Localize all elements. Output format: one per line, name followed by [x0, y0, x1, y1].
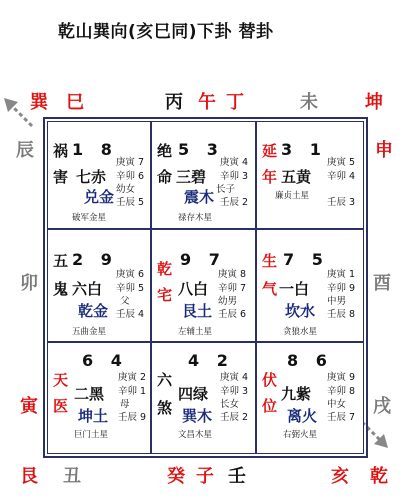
palace-line: 长子: [216, 184, 236, 195]
palace-cell-9: [256, 342, 364, 454]
palace-cell-4: [47, 229, 151, 342]
palace-star: 一白: [279, 280, 310, 298]
palace-side1: 天: [53, 371, 69, 389]
palace-footer: 左辅土星: [178, 327, 213, 337]
palace-line: 壬辰 4: [116, 309, 145, 320]
palace-line: 壬辰 7: [327, 412, 356, 423]
dir-zi: 子: [196, 466, 214, 487]
palace-line: 中男: [327, 296, 347, 307]
dir-wei: 未: [300, 92, 318, 113]
palace-side2: 煞: [157, 399, 173, 417]
dir-mao: 卯: [20, 273, 38, 294]
palace-numbers: 1 8: [72, 140, 118, 159]
palace-side1: 生: [262, 252, 278, 270]
palace-line: 壬辰 8: [327, 309, 356, 320]
palace-star: 三碧: [176, 168, 207, 186]
palace-line: 庚寅 2: [118, 372, 147, 383]
palace-element: 离火: [287, 407, 318, 425]
dir-chou: 丑: [63, 466, 81, 487]
palace-side1: 六: [157, 371, 173, 389]
palace-side2: 气: [262, 280, 278, 298]
palace-line: 壬辰 6: [218, 309, 247, 320]
palace-side1: 祸: [53, 142, 69, 160]
palace-footer: 禄存木星: [178, 213, 213, 223]
dir-ren: 壬: [228, 466, 246, 487]
palace-line: 辛卯 5: [116, 283, 145, 294]
palace-element: 兑金: [84, 188, 115, 206]
palace-numbers: 4 2: [188, 351, 234, 370]
palace-line: 母: [120, 399, 130, 410]
palace-side2: 命: [157, 168, 173, 186]
palace-side2: 鬼: [53, 280, 69, 298]
palace-star: 二黑: [74, 385, 105, 403]
palace-star: 八白: [178, 280, 209, 298]
palace-line: 父: [120, 296, 130, 307]
palace-line: 庚寅 7: [116, 157, 145, 168]
palace-star: 九紫: [281, 385, 312, 403]
dir-kun: 坤: [365, 92, 383, 113]
palace-side1: 乾: [157, 260, 173, 278]
palace-cell-1: [47, 121, 151, 229]
palace-line: 庚寅 4: [220, 157, 249, 168]
palace-footer: 破军金星: [72, 213, 107, 223]
palace-footer: 贪狼水星: [283, 327, 318, 337]
palace-numbers: 6 4: [82, 351, 128, 370]
dir-chen: 辰: [16, 140, 34, 161]
palace-line: 辛卯 1: [118, 386, 147, 397]
palace-numbers: 8 6: [287, 351, 333, 370]
palace-numbers: 5 3: [178, 140, 224, 159]
dir-you: 酉: [373, 273, 391, 294]
palace-element: 坤土: [78, 407, 109, 425]
palace-side2: 害: [53, 168, 69, 186]
palace-star: 七赤: [76, 168, 107, 186]
dir-yin: 寅: [20, 396, 38, 417]
palace-line: 壬辰 9: [118, 412, 147, 423]
palace-line: 辛卯 8: [327, 386, 356, 397]
palace-line: 壬辰 3: [327, 197, 356, 208]
palace-side2: 医: [53, 397, 69, 415]
dir-xu: 戌: [373, 396, 391, 417]
palace-element: 巽木: [182, 407, 213, 425]
page-title: 乾山巽向(亥巳同)下卦 替卦: [58, 22, 274, 42]
dir-shen: 申: [375, 140, 393, 161]
dir-si: 巳: [66, 92, 84, 113]
palace-numbers: 2 9: [72, 250, 118, 269]
dir-qian: 乾: [370, 466, 388, 487]
palace-line: 庚寅 4: [220, 372, 249, 383]
palace-line: 庚寅 5: [327, 157, 356, 168]
palace-cell-2: [151, 121, 256, 229]
palace-cell-7: [47, 342, 151, 454]
dir-ding: 丁: [226, 92, 244, 113]
palace-line: 壬辰 2: [220, 412, 249, 423]
palace-line: 幼男: [218, 296, 238, 307]
palace-line: 庚寅 1: [327, 269, 356, 280]
palace-line: 辛卯 6: [116, 171, 145, 182]
palace-element: 震木: [184, 188, 215, 206]
dir-wu: 午: [198, 92, 216, 113]
palace-footer: 右弼火星: [283, 430, 318, 440]
palace-line: 中女: [327, 399, 347, 410]
dir-bing: 丙: [165, 92, 183, 113]
palace-side2: 宅: [157, 286, 173, 304]
palace-line: 辛卯 4: [327, 171, 356, 182]
palace-line: 壬辰 2: [220, 197, 249, 208]
palace-footer: 巨门土星: [74, 430, 109, 440]
palace-line: 辛卯 3: [220, 386, 249, 397]
palace-star: 六白: [72, 280, 103, 298]
palace-line: 长女: [220, 399, 240, 410]
palace-star: 四绿: [178, 385, 209, 403]
dir-hai: 亥: [331, 466, 349, 487]
palace-line: 幼女: [116, 184, 136, 195]
palace-side1: 绝: [157, 142, 173, 160]
direction-arrow-icon: [2, 96, 38, 132]
palace-footer: 五曲金星: [72, 327, 107, 337]
palace-side1: 延: [262, 142, 278, 160]
palace-side2: 年: [262, 168, 278, 186]
palace-numbers: 7 5: [283, 250, 329, 269]
palace-line: 辛卯 7: [218, 283, 247, 294]
palace-footer: 文昌木星: [178, 430, 213, 440]
palace-line: 辛卯 3: [220, 171, 249, 182]
palace-line: 庚寅 9: [327, 372, 356, 383]
dir-gen: 艮: [20, 466, 38, 487]
palace-line: 庚寅 8: [218, 269, 247, 280]
palace-element: 坎水: [285, 302, 316, 320]
palace-footer: 廉贞土星: [275, 191, 310, 201]
palace-element: 艮土: [182, 302, 213, 320]
palace-numbers: 9 7: [180, 250, 226, 269]
palace-element: 乾金: [78, 302, 109, 320]
palace-cell-8: [151, 342, 256, 454]
palace-line: 庚寅 6: [116, 269, 145, 280]
dir-xun: 巽: [30, 92, 48, 113]
palace-cell-3: [256, 121, 364, 229]
palace-line: 壬辰 5: [116, 197, 145, 208]
palace-side1: 伏: [262, 371, 278, 389]
palace-side1: 五: [53, 252, 69, 270]
palace-star: 五黄: [281, 168, 312, 186]
palace-line: 辛卯 9: [327, 283, 356, 294]
palace-cell-6: [256, 229, 364, 342]
palace-numbers: 3 1: [281, 140, 327, 159]
palace-cell-5: [151, 229, 256, 342]
dir-gui: 癸: [167, 466, 185, 487]
palace-side2: 位: [262, 397, 278, 415]
